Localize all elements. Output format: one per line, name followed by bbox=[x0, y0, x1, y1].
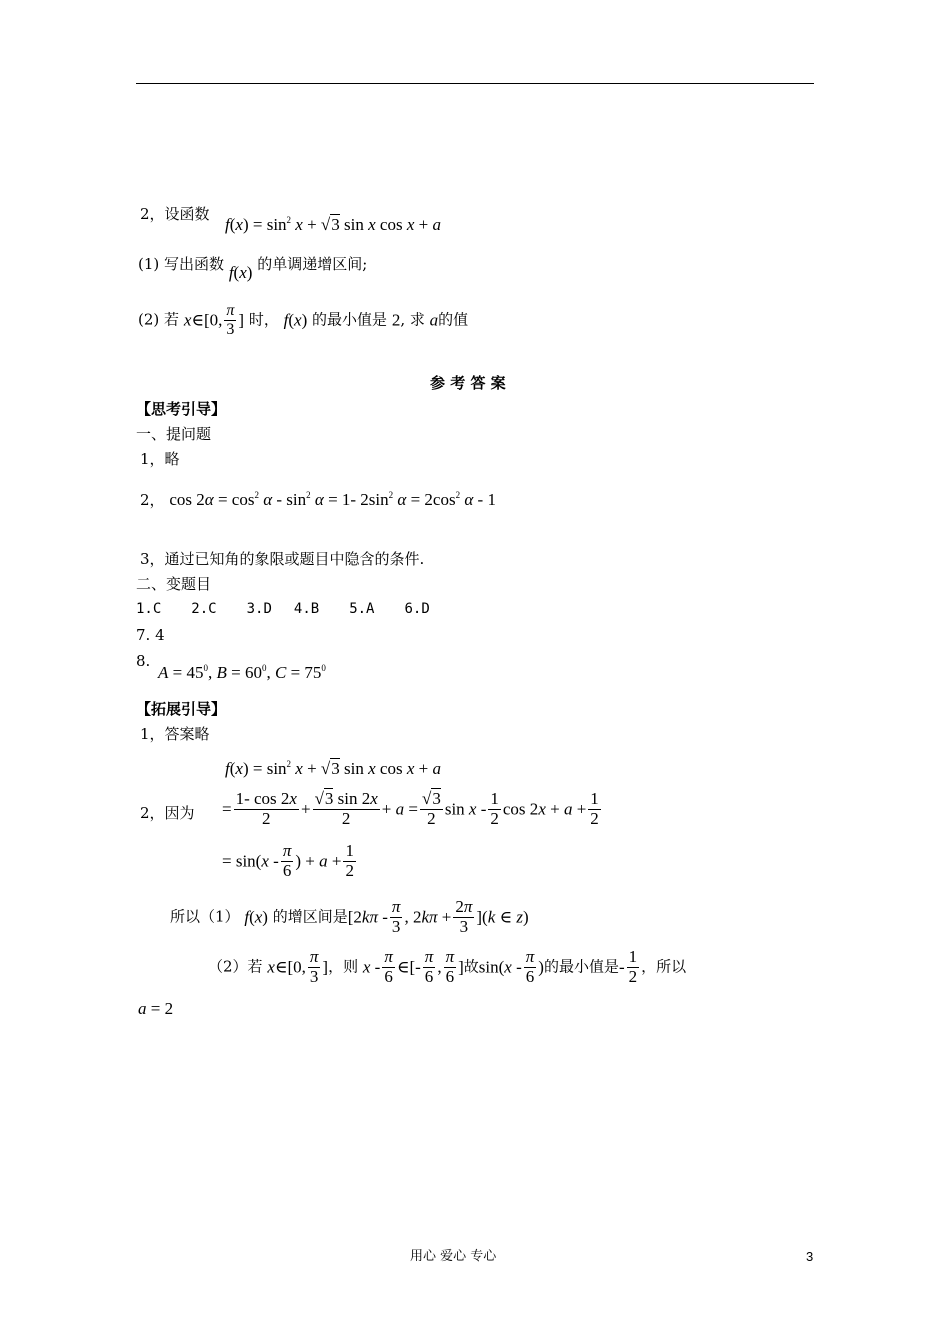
extension-line-3: = sin(x - $\frac{\pi}{6}$ ) + a + $\frac{1}{2}$ bbox=[222, 841, 354, 880]
answer-2: 2， $\cos 2\alpha = \cos^2 \alpha - \sin^2 \alpha = 1-$ $2\sin^2$ $\alpha = 2\cos^2$ α - 1 bbox=[140, 490, 496, 509]
subsection-questions: 一、提问题 bbox=[136, 425, 212, 443]
extension-line-2: = $\frac{1- \cos 2x}{2}$ + $\frac{√3 \sin 2x}{2}$ + a = $\frac{√3}{2}$ sin x - $\frac{1}{2}$ cos 2x + a + $\frac{1}{2}$ bbox=[222, 789, 599, 828]
answers-title: 参 考 答 案 bbox=[430, 374, 506, 392]
problem-2-intro: 2，设函数 bbox=[140, 205, 210, 223]
answer-1: 1，略 bbox=[140, 450, 180, 468]
extension-increase-interval: 所以（1） f(x) 的增区间是[2kπ - $\frac{\pi}{3}$ , 2kπ + $\frac{2\pi}{3}$ ](k ∈ z) bbox=[170, 897, 529, 936]
subsection-variants: 二、变题目 bbox=[136, 575, 212, 593]
answer-8-label: 8. bbox=[136, 652, 151, 670]
answer-7: 7. 4 bbox=[136, 626, 165, 644]
problem-2-part2: (2) 若 x∈[0, $\frac{\pi}{3}$ ] 时， f(x) 的最小值是 2, 求 a的值 bbox=[138, 302, 469, 338]
answer-8: $A = 45^0$, $B = 60^0$, $C = 75^0$ bbox=[158, 663, 326, 682]
footer-slogan: 用心 爱心 专心 bbox=[410, 1249, 497, 1264]
problem-2-function: $f(x) = \sin^2 x + √3$ sin x cos x + a bbox=[225, 215, 441, 234]
section-thinking: 【思考引导】 bbox=[136, 400, 227, 418]
answer-3: 3，通过已知角的象限或题目中隐含的条件. bbox=[140, 550, 425, 568]
page-number: 3 bbox=[806, 1249, 814, 1264]
extension-answer-2-label: 2，因为 bbox=[140, 804, 195, 822]
extension-part2: （2）若 x∈[0, $\frac{\pi}{3}$ ]，则 x - $\frac{\pi}{6}$ ∈[- $\frac{\pi}{6}$ , $\frac{\pi}{6}$ ]故sin(x - $\frac{\pi}{6}$ )的最小值是- $\frac{1}{2}$ ，所以 bbox=[208, 947, 687, 986]
extension-line-1: $f(x) = \sin^2 x + √3$ sin x cos x + a bbox=[225, 759, 441, 778]
extension-answer-1: 1，答案略 bbox=[140, 725, 210, 743]
problem-2-part1: (1) 写出函数 f(x) 的单调递增区间; bbox=[138, 255, 368, 282]
header-rule bbox=[136, 83, 814, 84]
mc-answers: 1.C 2.C 3.D 4.B 5.A 6.D bbox=[136, 601, 430, 617]
section-extension: 【拓展引导】 bbox=[136, 700, 227, 718]
extension-final-answer: a = 2 bbox=[138, 999, 174, 1018]
